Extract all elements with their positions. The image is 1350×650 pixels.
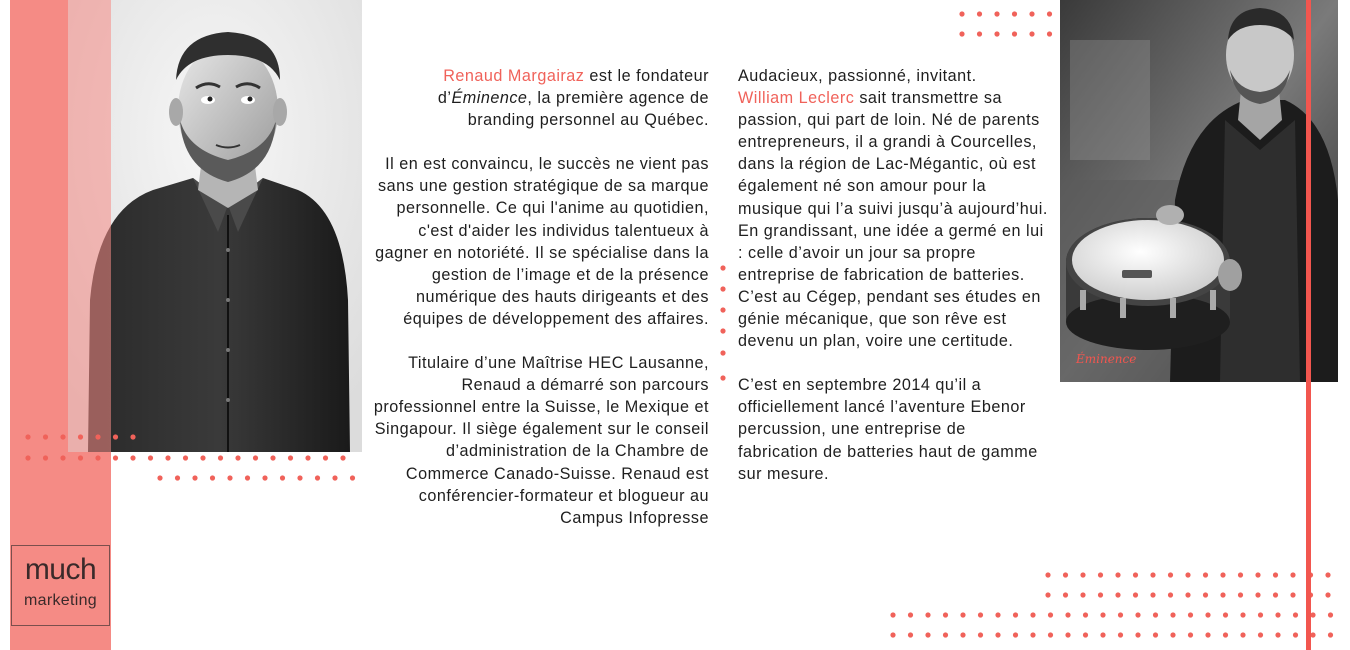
decorative-dot	[1185, 592, 1190, 597]
decorative-dot	[1118, 612, 1123, 617]
decorative-dot	[1029, 11, 1034, 16]
decorative-dot	[1170, 632, 1175, 637]
decorative-dot	[1325, 572, 1330, 577]
decorative-dot	[130, 434, 135, 439]
decorative-dot	[1013, 612, 1018, 617]
decorative-dot	[1273, 592, 1278, 597]
decorative-dot	[1223, 612, 1228, 617]
decorative-dot	[60, 434, 65, 439]
decorative-dot	[25, 434, 30, 439]
decorative-dot	[1293, 612, 1298, 617]
renaud-name-link: Renaud Margairaz	[443, 67, 585, 85]
bio-text: sait transmettre sa passion, qui part de loin. Né de parents entrepreneurs, il a grandi à Courcelles, dans la région de Lac-Mégantic, où est également né son amour pour la musique qui l’a suivi jusqu’à aujourd’hui. En grandissant, une idée a germé en lui : celle d’avoir un jour sa propre entreprise de fabrication de batteries. C’est au Cégep, pendant ses études en génie mécanique, que son rêve est devenu un plan, voire une certitude.	[738, 89, 1048, 351]
decorative-dot	[95, 434, 100, 439]
portrait-william-photo	[1060, 0, 1338, 382]
decorative-dot	[270, 455, 275, 460]
bio-text: d’	[437, 89, 452, 108]
decorative-dot	[1080, 572, 1085, 577]
decorative-dot	[340, 455, 345, 460]
decorative-dot	[1135, 612, 1140, 617]
decorative-dot	[1170, 612, 1175, 617]
decorative-dot	[1063, 572, 1068, 577]
decorative-dot	[1030, 612, 1035, 617]
decorative-dot	[943, 632, 948, 637]
decorative-dot	[1080, 592, 1085, 597]
decorative-dot	[200, 455, 205, 460]
decorative-dot	[978, 632, 983, 637]
decorative-dot	[1098, 592, 1103, 597]
decorative-dot	[1205, 632, 1210, 637]
decorative-dot	[1238, 592, 1243, 597]
decorative-dot	[1118, 632, 1123, 637]
decorative-dot	[959, 31, 964, 36]
decorative-dot	[1029, 31, 1034, 36]
decorative-dot	[943, 612, 948, 617]
decorative-dot	[350, 475, 355, 480]
decorative-dot	[235, 455, 240, 460]
bio-intro: Audacieux, passionné, invitant.	[738, 67, 977, 85]
william-name-link: William Leclerc	[738, 89, 855, 108]
decorative-dot	[1310, 632, 1315, 637]
decorative-dot	[1135, 632, 1140, 637]
decorative-dot	[977, 31, 982, 36]
decorative-dot	[25, 455, 30, 460]
decorative-dot	[1013, 632, 1018, 637]
decorative-dot	[1098, 572, 1103, 577]
decorative-dot	[1255, 592, 1260, 597]
decorative-dot	[720, 375, 725, 380]
decorative-dot	[720, 350, 725, 355]
decorative-dot	[43, 434, 48, 439]
decorative-dot	[960, 632, 965, 637]
decorative-dot	[1063, 592, 1068, 597]
decorative-dot	[60, 455, 65, 460]
decorative-dot	[959, 11, 964, 16]
decorative-dot	[1328, 632, 1333, 637]
decorative-dot	[1240, 632, 1245, 637]
decorative-dot	[1030, 632, 1035, 637]
decorative-dot	[1258, 612, 1263, 617]
decorative-dot	[1203, 572, 1208, 577]
decorative-dot	[1168, 572, 1173, 577]
decorative-dot	[1188, 632, 1193, 637]
decorative-dot	[995, 632, 1000, 637]
decorative-dot	[253, 455, 258, 460]
decorative-dot	[1065, 632, 1070, 637]
decorative-dot	[1083, 632, 1088, 637]
decorative-dot	[925, 632, 930, 637]
decorative-dot	[720, 286, 725, 291]
decorative-dot	[1048, 612, 1053, 617]
bio-text: est le fondateur	[584, 67, 709, 85]
bio-text: branding personnel au Québec.	[467, 111, 709, 130]
decorative-dot	[323, 455, 328, 460]
decorative-dot	[1275, 632, 1280, 637]
decorative-dot	[1115, 592, 1120, 597]
decorative-dot	[262, 475, 267, 480]
decorative-dot	[1290, 592, 1295, 597]
decorative-dot	[1133, 592, 1138, 597]
decorative-dot	[78, 434, 83, 439]
decorative-dot	[227, 475, 232, 480]
decorative-dot	[1045, 592, 1050, 597]
decorative-dot	[245, 475, 250, 480]
decorative-dot	[1100, 632, 1105, 637]
decorative-dot	[1150, 572, 1155, 577]
decorative-dot	[1065, 612, 1070, 617]
decorative-dot	[1205, 612, 1210, 617]
decorative-dot	[1258, 632, 1263, 637]
decorative-dot	[165, 455, 170, 460]
decorative-dot	[315, 475, 320, 480]
renaud-bio-paragraph-3: Titulaire d’une Maîtrise HEC Lausanne, Renaud a démarré son parcours professionnel entre la Suisse, le Mexique et Singapour. Il siège également sur le conseil d’administration de la Chambre de Commerce Canado-Suisse. Renaud est conférencier-formateur et blogueur au Campus Infopresse	[373, 354, 709, 527]
decorative-dot	[1150, 592, 1155, 597]
decorative-dot	[43, 455, 48, 460]
decorative-dot	[130, 455, 135, 460]
decorative-dot	[1115, 572, 1120, 577]
decorative-dot	[908, 632, 913, 637]
decorative-dot	[1293, 632, 1298, 637]
decorative-dot	[1255, 572, 1260, 577]
decorative-dot	[1328, 612, 1333, 617]
decorative-dot	[1153, 612, 1158, 617]
william-bio-column	[738, 65, 1050, 507]
renaud-bio-column	[366, 65, 709, 551]
decorative-dot	[960, 612, 965, 617]
decorative-dot	[297, 475, 302, 480]
logo-much-text: much	[24, 553, 97, 586]
decorative-dot	[1220, 572, 1225, 577]
decorative-dot	[332, 475, 337, 480]
eminence-signature: Éminence	[1076, 352, 1137, 366]
decorative-dot	[720, 307, 725, 312]
decorative-dot	[1133, 572, 1138, 577]
decorative-dot	[113, 434, 118, 439]
decorative-dot	[720, 265, 725, 270]
decorative-dot	[1203, 592, 1208, 597]
decorative-dot	[1240, 612, 1245, 617]
decorative-dot	[1047, 31, 1052, 36]
decorative-dot	[995, 612, 1000, 617]
decorative-dot	[1310, 612, 1315, 617]
decorative-dot	[1273, 572, 1278, 577]
logo-marketing-text: marketing	[24, 592, 97, 609]
eminence-name: Éminence	[451, 89, 528, 108]
william-bio-paragraph-2: C’est en septembre 2014 qu’il a officiellement lancé l’aventure Ebenor percussion, une entreprise de fabrication de batteries haut de gamme sur mesure.	[738, 376, 1038, 483]
decorative-dot	[95, 455, 100, 460]
decorative-dot	[1325, 592, 1330, 597]
decorative-dot	[1012, 31, 1017, 36]
decorative-dot	[908, 612, 913, 617]
decorative-dot	[218, 455, 223, 460]
decorative-dot	[890, 632, 895, 637]
decorative-dot	[183, 455, 188, 460]
much-marketing-logo	[11, 545, 110, 626]
decorative-dot	[994, 31, 999, 36]
decorative-dot	[1083, 612, 1088, 617]
decorative-dot	[1045, 572, 1050, 577]
decorative-dot	[1153, 632, 1158, 637]
decorative-dot	[1100, 612, 1105, 617]
decorative-dot	[148, 455, 153, 460]
decorative-dot	[280, 475, 285, 480]
decorative-dot	[978, 612, 983, 617]
decorative-dot	[175, 475, 180, 480]
decorative-dot	[994, 11, 999, 16]
decorative-dot	[1188, 612, 1193, 617]
decorative-dot	[78, 455, 83, 460]
decorative-dot	[1290, 572, 1295, 577]
decorative-dot	[890, 612, 895, 617]
decorative-dot	[210, 475, 215, 480]
decorative-dot	[113, 455, 118, 460]
decorative-dot	[1168, 592, 1173, 597]
decorative-dot	[1238, 572, 1243, 577]
decorative-dot	[1047, 11, 1052, 16]
decorative-dot	[925, 612, 930, 617]
bio-text: , la première agence de	[527, 89, 709, 108]
decorative-dot	[1220, 592, 1225, 597]
decorative-dot	[1012, 11, 1017, 16]
decorative-dot	[720, 328, 725, 333]
right-accent-line	[1306, 0, 1311, 650]
decorative-dot	[1223, 632, 1228, 637]
decorative-dot	[288, 455, 293, 460]
decorative-dot	[1048, 632, 1053, 637]
renaud-bio-paragraph-2: Il en est convaincu, le succès ne vient pas sans une gestion stratégique de sa marque personnelle. Ce qui l'anime au quotidien, c'est d'aider les individus talentueux à gagner en notoriété. Il se spécialise dans la gestion de l’image et de la présence numérique des hauts dirigeants et des équipes de développement des affaires.	[375, 155, 709, 328]
decorative-dot	[192, 475, 197, 480]
decorative-dot	[1275, 612, 1280, 617]
decorative-dot	[977, 11, 982, 16]
decorative-dot	[1185, 572, 1190, 577]
decorative-dot	[157, 475, 162, 480]
decorative-dot	[305, 455, 310, 460]
